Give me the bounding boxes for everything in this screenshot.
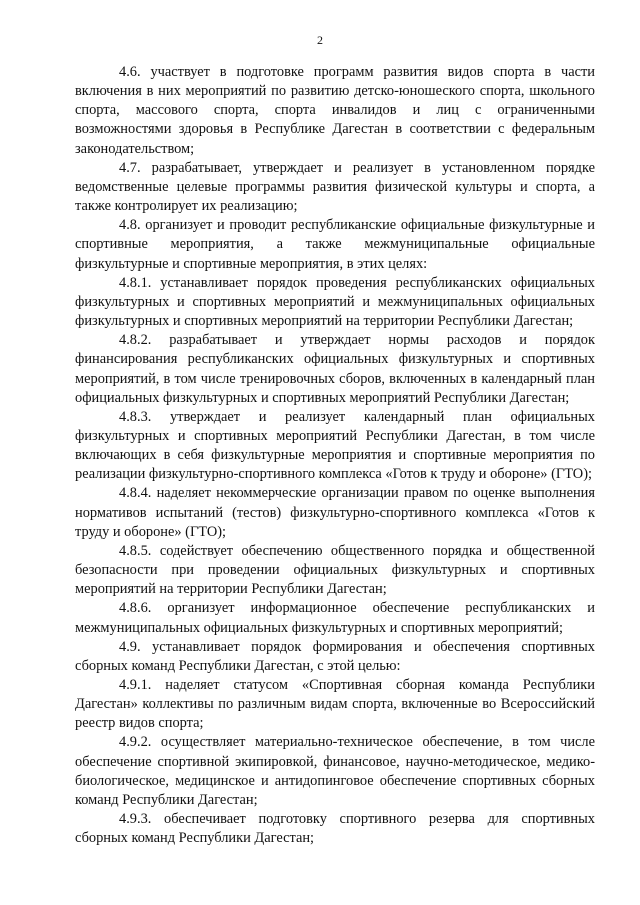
paragraph-4-8-5: 4.8.5. содействует обеспечению общественного порядка и общественной безопасности при проведении официальных физкультурных и спортивных мероприятий на территории Республики Дагестан; (75, 542, 595, 598)
paragraph-4-8-6: 4.8.6. организует информационное обеспечение республиканских и межмуниципальных официальных физкультурных и спортивных мероприятий; (75, 600, 595, 636)
paragraph-4-8-4: 4.8.4. наделяет некоммерческие организации правом по оценке выполнения нормативов испытаний (тестов) физкультурно-спортивного комплекса «Готов к труду и обороне» (ГТО); (75, 485, 595, 540)
paragraph-4-9-1: 4.9.1. наделяет статусом «Спортивная сборная команда Республики Дагестан» коллективы по различным видам спорта, включенные во Всероссийский реестр видов спорта; (75, 677, 595, 732)
paragraph-4-8-1: 4.8.1. устанавливает порядок проведения республиканских официальных физкультурных и спортивных мероприятий и межмуниципальных официальных физкультурных и спортивных мероприятий на территории Республики Дагестан; (75, 274, 595, 330)
paragraph-4-9-2: 4.9.2. осуществляет материально-техническое обеспечение, в том числе обеспечение спортивной экипировкой, финансовое, научно-методическое, медико-биологическое, медицинское и антидопинговое обеспечение спортивных сборных команд Республики Дагестан; (75, 734, 595, 808)
paragraph-4-8-3: 4.8.3. утверждает и реализует календарный план официальных физкультурных и спортивных мероприятий Республики Дагестан, в том числе включающих в себя физкультурные мероприятия и спортивные мероприятия по реализации физкультурно-спортивного комплекса «Готов к труду и обороне» (ГТО); (75, 408, 595, 483)
paragraph-4-8: 4.8. организует и проводит республиканские официальные физкультурные и спортивные мероприятия, а также межмуниципальные официальные физкультурные и спортивные мероприятия, в этих целях: (75, 217, 595, 272)
page-number: 2 (317, 33, 323, 47)
paragraph-4-7: 4.7. разрабатывает, утверждает и реализует в установленном порядке ведомственные целевые программы развития физической культуры и спорта, а также контролирует их реализацию; (75, 159, 595, 215)
paragraph-4-6: 4.6. участвует в подготовке программ развития видов спорта в части включения в них мероприятий по развитию детско-юношеского спорта, школьного спорта, массового спорта, спорта инвалидов и лиц с ограниченными возможностями здоровья в Республике Дагестан в соответствии с федеральным законодательством; (75, 64, 595, 157)
paragraph-4-8-2: 4.8.2. разрабатывает и утверждает нормы расходов и порядок финансирования республиканских официальных физкультурных и спортивных мероприятий, в том числе тренировочных сборов, включенных в календарный план официальных физкультурных и спортивных мероприятий Республики Дагестан; (75, 332, 595, 406)
paragraph-4-9-3: 4.9.3. обеспечивает подготовку спортивного резерва для спортивных сборных команд Республики Дагестан; (75, 811, 595, 847)
document-body (75, 63, 595, 848)
paragraph-4-9: 4.9. устанавливает порядок формирования и обеспечения спортивных сборных команд Республики Дагестан, с этой целью: (75, 638, 595, 674)
